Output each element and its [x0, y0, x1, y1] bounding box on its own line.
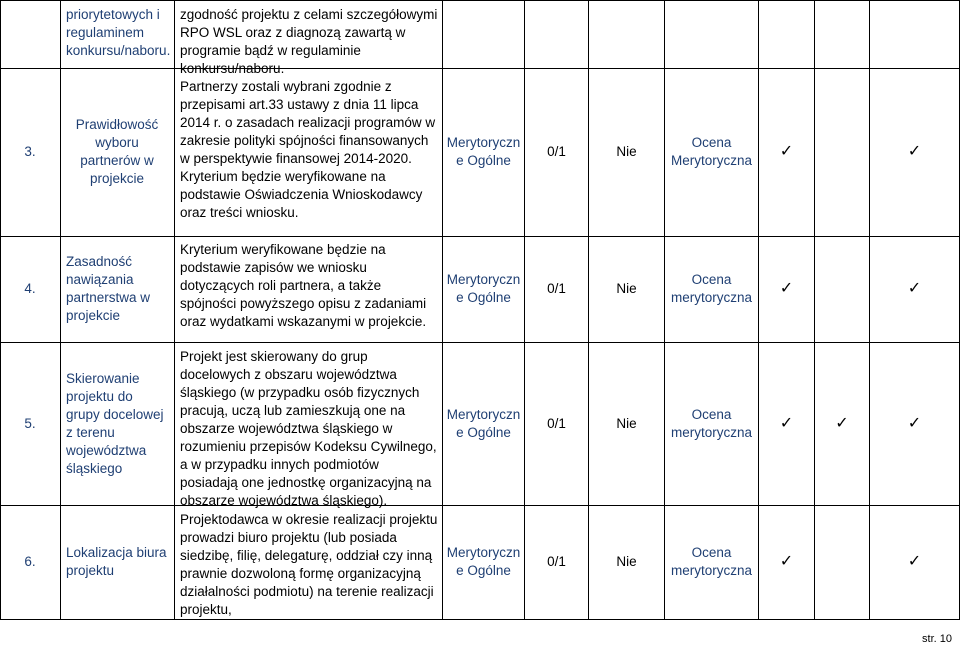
required-flag: Nie [616, 281, 637, 296]
check-icon: ✓ [907, 414, 922, 432]
row-border [0, 0, 960, 1]
col-border [60, 0, 61, 620]
evaluation-stage: Ocena merytoryczna [670, 406, 753, 440]
criterion-description: Partnerzy zostali wybrani zgodnie z przepisami art.33 ustawy z dnia 11 lipca 2014 r. o zasadach realizacji programów w zakresie polityki spójności finansowanych w perspektywie finansowej 2014-2020. Kryterium będzie weryfikowane na podstawie Oświadczenia Wnioskodawcy oraz treści wniosku. [180, 79, 436, 220]
criterion-type: Merytoryczn e Ogólne [446, 135, 521, 168]
evaluation-stage: Ocena Merytoryczna [670, 135, 753, 168]
col-border [174, 0, 175, 620]
col-border [814, 0, 815, 620]
score-range: 0/1 [547, 554, 566, 569]
criterion-type: Merytoryczn e Ogólne [446, 272, 521, 305]
page-number: str. 10 [922, 633, 952, 645]
score-range: 0/1 [547, 144, 566, 159]
row-number: 4. [24, 281, 36, 296]
check-icon: ✓ [907, 553, 922, 570]
criterion-type: Merytoryczn e Ogólne [446, 545, 521, 578]
required-flag: Nie [616, 415, 637, 431]
required-flag: Nie [616, 144, 637, 159]
check-icon: ✓ [835, 414, 849, 432]
criterion-name: Zasadność nawiązania partnerstwa w projekcie [66, 254, 151, 323]
criterion-name: Skierowanie projektu do grupy docelowej z terenu województwa śląskiego [66, 370, 164, 476]
row-number: 3. [24, 144, 36, 159]
row-border [0, 619, 960, 620]
score-range: 0/1 [547, 281, 566, 296]
criterion-name: priorytetowych i regulaminem konkursu/naboru. [66, 7, 171, 58]
row-number: 5. [24, 415, 36, 431]
check-icon: ✓ [779, 280, 794, 297]
score-range: 0/1 [547, 415, 566, 431]
evaluation-stage: Ocena merytoryczna [670, 545, 753, 578]
check-icon: ✓ [907, 143, 922, 160]
check-icon: ✓ [779, 553, 794, 570]
criterion-name: Prawidłowość wyboru partnerów w projekcie [75, 117, 159, 186]
criterion-type: Merytoryczn e Ogólne [446, 406, 521, 440]
check-icon: ✓ [907, 280, 922, 297]
evaluation-stage: Ocena merytoryczna [670, 272, 753, 305]
check-icon: ✓ [779, 143, 794, 160]
required-flag: Nie [616, 554, 637, 569]
criterion-description: zgodność projektu z celami szczegółowymi RPO WSL oraz z diagnozą zawartą w programie bądź w regulaminie konkursu/naboru. [180, 7, 438, 76]
criterion-name: Lokalizacja biura projektu [66, 545, 167, 578]
criterion-description: Projekt jest skierowany do grup docelowych z obszaru województwa śląskiego (w przypadku osób fizycznych pracują, uczą lub zamieszkują one na obszarze województwa śląskiego w rozumieniu przepisów Kodeksu Cywilnego, a w przypadku innych podmiotów posiadają one jednostkę organizacyjną na obszarze województwa śląskiego). [180, 349, 437, 508]
check-icon: ✓ [779, 414, 794, 432]
row-number: 6. [24, 554, 36, 569]
criterion-description: Projektodawca w okresie realizacji projektu prowadzi biuro projektu (lub posiada siedzibę, filię, delegaturę, oddział czy inną prawnie dozwoloną formę organizacyjną działalności podmiotu) na terenie realizacji projektu, [180, 512, 438, 617]
criterion-description: Kryterium weryfikowane będzie na podstawie zapisów we wniosku dotyczących roli partnera, a także spójności powyższego opisu z zadaniami oraz wydatkami wskazanymi w projekcie. [180, 242, 427, 329]
